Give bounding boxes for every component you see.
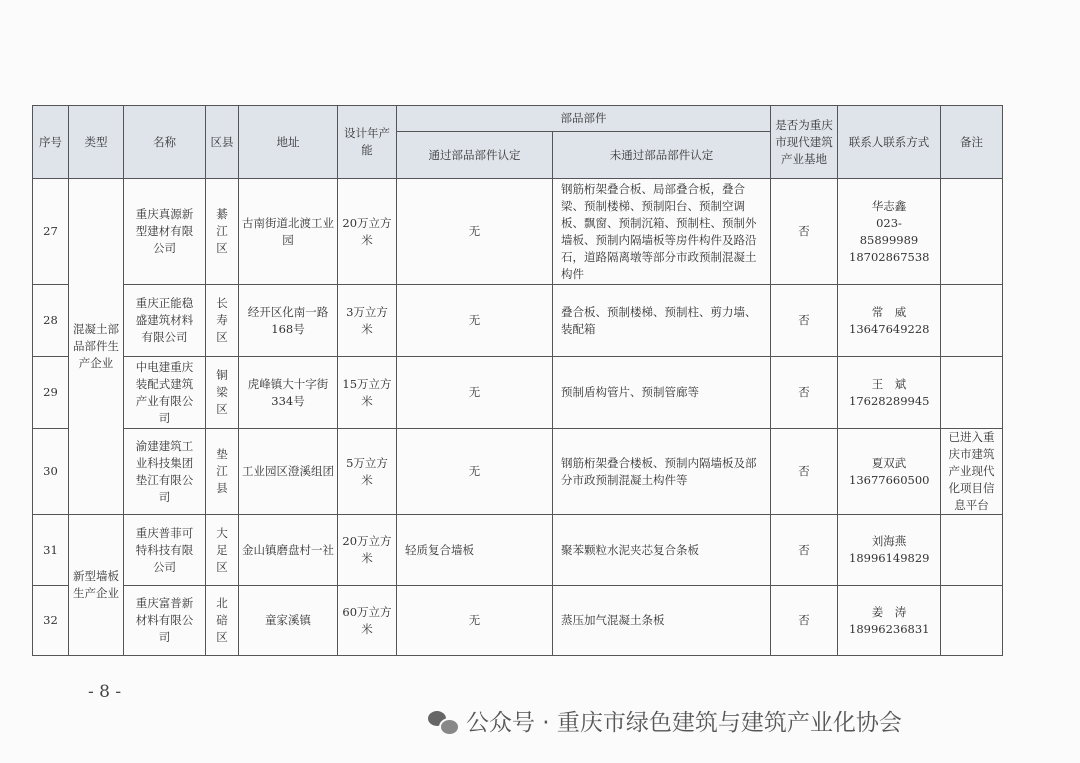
seq-cell [33, 285, 69, 357]
contact-phone: 18996236831 [849, 621, 930, 636]
header-address: 地址 [239, 106, 338, 179]
base-cell [771, 285, 838, 357]
name-cell [124, 179, 206, 285]
district-cell-text: 北碚区 [216, 596, 228, 644]
remark-cell [941, 515, 1003, 586]
address-cell-text: 工业园区澄溪组团 [242, 464, 334, 478]
address-cell-text: 金山镇磨盘村一社 [242, 542, 334, 557]
not-passed-cell-text: 聚苯颗粒水泥夹芯复合条板 [561, 542, 699, 557]
type-text: 新型墙板生产企业 [73, 569, 119, 600]
header-seq: 序号 [33, 106, 69, 179]
capacity-cell-text: 15万立方米 [342, 376, 392, 408]
not-passed-cell-text: 钢筋桁架叠合板、局部叠合板，叠合梁、预制楼梯、预制阳台、预制空调板、飘窗、预制沉箱、预制柱、预制外墙板、预制内隔墙板等房件构件及路沿石，道路隔离墩等部分市政预制混凝土构件 [561, 181, 757, 281]
table-row [33, 285, 1003, 357]
base-cell-text: 否 [798, 224, 810, 238]
passed-cell-text: 无 [468, 313, 481, 327]
contact-cell [838, 515, 941, 586]
not-passed-cell [553, 515, 771, 586]
contact-cell [838, 179, 941, 285]
address-cell [239, 179, 338, 285]
header-components: 部品部件 [397, 106, 771, 132]
district-cell [206, 429, 239, 515]
header-passed: 通过部品部件认定 [397, 132, 553, 179]
not-passed-cell [553, 285, 771, 357]
header-base: 是否为重庆市现代建筑产业基地 [771, 106, 838, 179]
contact-name: 姜 涛 [871, 604, 907, 619]
passed-cell [397, 357, 553, 429]
name-cell-text: 重庆正能稳盛建筑材料有限公司 [135, 296, 194, 344]
base-cell [771, 179, 838, 285]
name-cell-text: 中电建重庆装配式建筑产业有限公司 [135, 359, 194, 425]
wechat-icon [428, 709, 458, 733]
passed-cell-text: 无 [468, 224, 481, 238]
header-type: 类型 [69, 106, 124, 179]
capacity-cell-text: 20万立方米 [342, 534, 392, 565]
name-cell-text: 重庆普菲可特科技有限公司 [135, 525, 194, 574]
contact-name: 华志鑫 [871, 198, 907, 213]
passed-cell [397, 586, 553, 656]
district-cell-text: 大足区 [216, 525, 228, 574]
seq-cell [33, 429, 69, 515]
district-cell-text: 长寿区 [216, 296, 228, 344]
passed-cell-text: 轻质复合墙板 [405, 542, 474, 557]
contact-cell [838, 285, 941, 357]
header-not-passed: 未通过部品部件认定 [553, 132, 771, 179]
table-row [33, 179, 1003, 285]
district-cell-text: 垫江县 [216, 447, 228, 495]
name-cell [124, 357, 206, 429]
address-cell [239, 515, 338, 586]
base-cell [771, 515, 838, 586]
passed-cell-text: 无 [468, 385, 481, 399]
header-capacity: 设计年产能 [338, 106, 397, 179]
address-cell [239, 357, 338, 429]
not-passed-cell [553, 179, 771, 285]
seq-cell [33, 357, 69, 429]
address-cell [239, 429, 338, 515]
capacity-cell [338, 285, 397, 357]
remark-cell [941, 179, 1003, 285]
page-number: - 8 - [88, 682, 122, 702]
watermark-text: 公众号 · 重庆市绿色建筑与建筑产业化协会 [466, 710, 902, 736]
district-cell-text: 綦江区 [216, 207, 228, 255]
name-cell [124, 429, 206, 515]
remark-cell [941, 285, 1003, 357]
address-cell [239, 285, 338, 357]
table-row [33, 429, 1003, 515]
address-cell-text: 经开区化南一路168号 [247, 304, 329, 336]
district-cell [206, 179, 239, 285]
capacity-cell [338, 429, 397, 515]
passed-cell [397, 515, 553, 586]
not-passed-cell [553, 429, 771, 515]
name-cell-text: 渝建建筑工业科技集团垫江有限公司 [135, 438, 194, 504]
base-cell-text: 否 [798, 385, 810, 399]
passed-cell [397, 429, 553, 515]
contact-name: 夏双武 [871, 455, 907, 470]
remark-cell-text: 已进入重庆市建筑产业现代化项目信息平台 [948, 430, 995, 512]
base-cell-text: 否 [798, 313, 810, 327]
seq-cell-text: 30 [43, 464, 58, 478]
capacity-cell-text: 60万立方米 [342, 604, 392, 636]
contact-cell [838, 586, 941, 656]
base-cell [771, 357, 838, 429]
seq-cell [33, 586, 69, 656]
contact-phone: 18996149829 [849, 551, 930, 565]
table-row [33, 586, 1003, 656]
district-cell-text: 铜梁区 [216, 368, 228, 416]
contact-cell [838, 357, 941, 429]
name-cell-text: 重庆富普新材料有限公司 [135, 596, 194, 644]
seq-cell-text: 27 [43, 224, 58, 238]
base-cell [771, 429, 838, 515]
not-passed-cell-text: 叠合板、预制楼梯、预制柱、剪力墙、装配箱 [561, 304, 757, 336]
contact-phone: 13677660500 [849, 472, 930, 487]
address-cell [239, 586, 338, 656]
name-cell [124, 285, 206, 357]
base-cell-text: 否 [798, 542, 810, 557]
address-cell-text: 童家溪镇 [265, 613, 311, 627]
passed-cell-text: 无 [468, 464, 481, 478]
table-row [33, 357, 1003, 429]
contact-phone: 13647649228 [849, 321, 930, 336]
base-cell [771, 586, 838, 656]
contact-phone: 17628289945 [849, 393, 930, 408]
seq-cell [33, 515, 69, 586]
watermark [428, 704, 902, 737]
district-cell [206, 515, 239, 586]
contact-cell [838, 429, 941, 515]
capacity-cell-text: 5万立方米 [346, 455, 388, 487]
name-cell [124, 586, 206, 656]
passed-cell-text: 无 [468, 613, 481, 627]
header-district: 区县 [206, 106, 239, 179]
seq-cell [33, 179, 69, 285]
remark-cell [941, 429, 1003, 515]
seq-cell-text: 31 [43, 542, 58, 557]
seq-cell-text: 28 [43, 313, 58, 327]
name-cell-text: 重庆真源新型建材有限公司 [135, 207, 194, 255]
address-cell-text: 古南街道北渡工业园 [242, 215, 334, 247]
contact-name: 王 斌 [871, 376, 907, 391]
seq-cell-text: 32 [43, 613, 58, 627]
seq-cell-text: 29 [43, 385, 58, 399]
capacity-cell-text: 20万立方米 [342, 215, 392, 247]
address-cell-text: 虎峰镇大十字街334号 [247, 376, 329, 408]
not-passed-cell [553, 357, 771, 429]
type-cell [69, 179, 124, 515]
type-text: 混凝土部品部件生产企业 [73, 322, 119, 370]
district-cell [206, 285, 239, 357]
type-cell [69, 515, 124, 656]
capacity-cell [338, 515, 397, 586]
passed-cell [397, 179, 553, 285]
header-contact: 联系人联系方式 [838, 106, 941, 179]
not-passed-cell-text: 钢筋桁架叠合楼板、预制内隔墙板及部分市政预制混凝土构件等 [561, 455, 757, 487]
table-row [33, 515, 1003, 586]
passed-cell [397, 285, 553, 357]
capacity-cell [338, 586, 397, 656]
header-name: 名称 [124, 106, 206, 179]
not-passed-cell [553, 586, 771, 656]
capacity-cell [338, 179, 397, 285]
capacity-cell [338, 357, 397, 429]
header-remark: 备注 [941, 106, 1003, 179]
base-cell-text: 否 [798, 464, 810, 478]
not-passed-cell-text: 预制盾构管片、预制管廊等 [561, 385, 699, 399]
contact-phone: 023-85899989 18702867538 [849, 215, 930, 264]
not-passed-cell-text: 蒸压加气混凝土条板 [561, 613, 665, 627]
contact-name: 常 威 [871, 304, 907, 319]
name-cell [124, 515, 206, 586]
district-cell [206, 357, 239, 429]
contact-name: 刘海燕 [871, 534, 907, 548]
enterprise-table [32, 105, 1003, 656]
remark-cell [941, 357, 1003, 429]
capacity-cell-text: 3万立方米 [346, 304, 388, 336]
remark-cell [941, 586, 1003, 656]
base-cell-text: 否 [798, 613, 810, 627]
district-cell [206, 586, 239, 656]
